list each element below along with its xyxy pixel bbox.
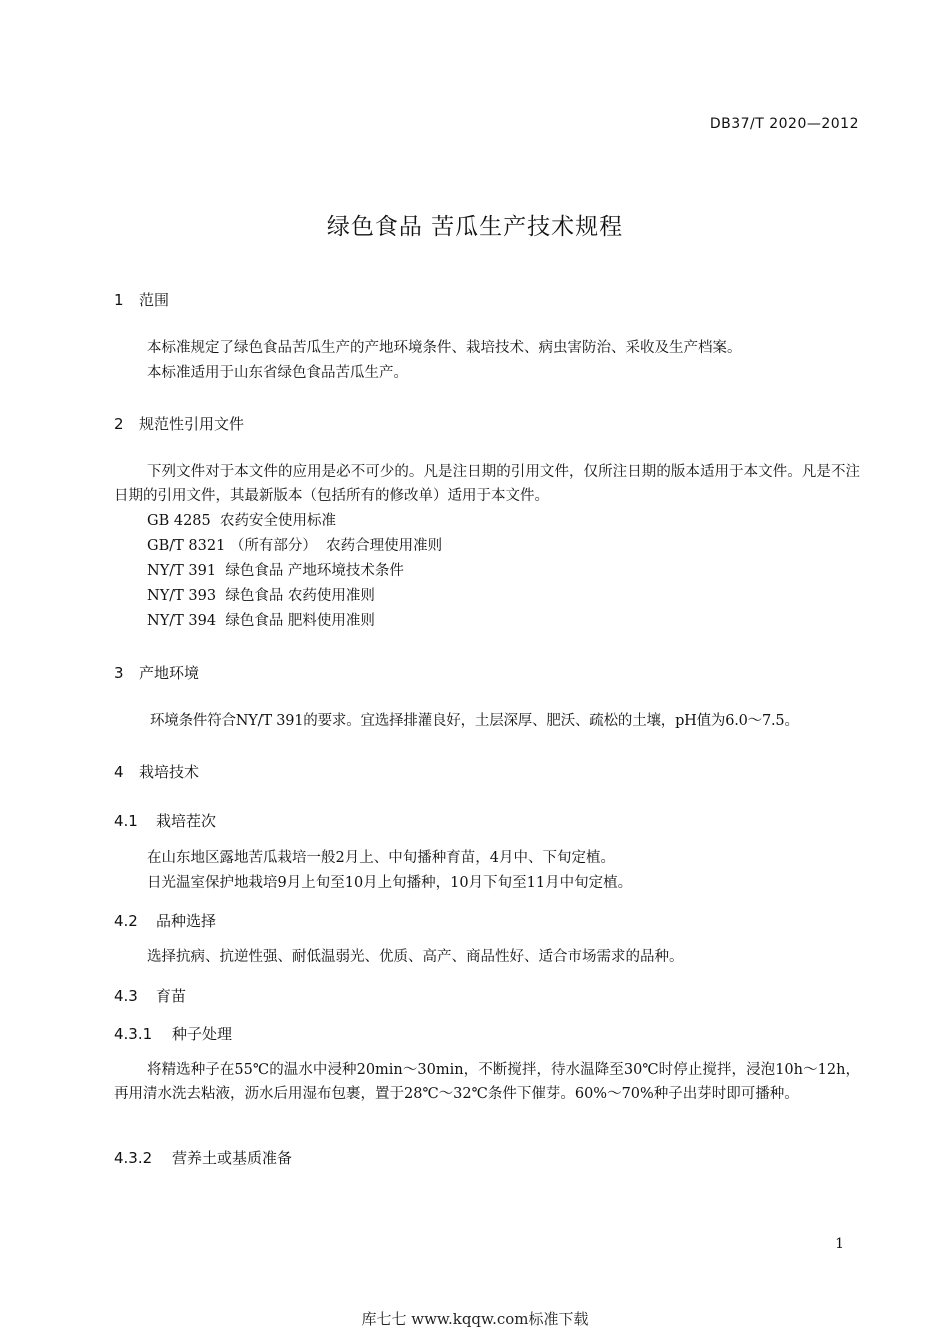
section-number: 2 [114, 415, 124, 433]
paragraph: 日光温室保护地栽培9月上旬至10月上旬播种，10月下旬至11月中旬定植。 [147, 875, 633, 891]
subsection-heading [114, 985, 186, 1006]
reference-item: NY/T 393 绿色食品 农药使用准则 [147, 588, 375, 604]
page-number: 1 [835, 1236, 844, 1252]
paragraph: 选择抗病、抗逆性强、耐低温弱光、优质、高产、商品性好、适合市场需求的品种。 [147, 949, 684, 965]
subsection-heading [114, 810, 216, 831]
subsection-heading [114, 1023, 232, 1044]
section-heading [114, 289, 169, 310]
page-title: 绿色食品 苦瓜生产技术规程 [326, 214, 624, 240]
section-title: 栽培技术 [139, 763, 200, 781]
paragraph: 环境条件符合NY/T 391的要求。宜选择排灌良好，土层深厚、肥沃、疏松的土壤，pH值为6.0～7.5。 [150, 713, 799, 729]
paragraph: 本标准适用于山东省绿色食品苦瓜生产。 [147, 365, 408, 381]
section-title: 产地环境 [139, 664, 200, 682]
section-heading [114, 662, 199, 683]
section-heading [114, 413, 244, 434]
document-code: DB37/T 2020—2012 [709, 116, 859, 132]
subsection-title: 营养土或基质准备 [172, 1149, 293, 1167]
reference-item: GB 4285 农药安全使用标准 [147, 513, 336, 529]
subsection-title: 栽培茬次 [156, 812, 217, 830]
subsection-title: 育苗 [156, 987, 187, 1005]
subsection-number: 4.3.1 [114, 1025, 153, 1043]
reference-item: NY/T 391 绿色食品 产地环境技术条件 [147, 563, 404, 579]
section-number: 3 [114, 664, 124, 682]
subsection-title: 品种选择 [156, 912, 217, 930]
subsection-heading [114, 910, 216, 931]
section-title: 规范性引用文件 [139, 415, 245, 433]
footer-watermark: 库七七 www.kqqw.com标准下载 [361, 1310, 589, 1328]
paragraph: 下列文件对于本文件的应用是必不可少的。凡是注日期的引用文件，仅所注日期的版本适用于本文件。凡是不注日期的引用文件，其最新版本（包括所有的修改单）适用于本文件。 [114, 464, 860, 504]
paragraph: 在山东地区露地苦瓜栽培一般2月上、中旬播种育苗，4月中、下旬定植。 [147, 850, 615, 866]
subsection-heading [114, 1147, 292, 1168]
paragraph: 本标准规定了绿色食品苦瓜生产的产地环境条件、栽培技术、病虫害防治、采收及生产档案。 [147, 340, 742, 356]
subsection-number: 4.3.2 [114, 1149, 153, 1167]
section-heading [114, 761, 199, 782]
subsection-number: 4.1 [114, 812, 138, 830]
paragraph: 将精选种子在55℃的温水中浸种20min～30min，不断搅拌，待水温降至30℃时停止搅拌，浸泡10h～12h，再用清水洗去粘液，沥水后用湿布包裹，置于28℃～32℃条件下催芽。60%～70%种子出芽时即可播种。 [114, 1062, 860, 1102]
subsection-number: 4.2 [114, 912, 138, 930]
reference-item: GB/T 8321 （所有部分） 农药合理使用准则 [147, 538, 443, 554]
section-number: 1 [114, 291, 124, 309]
section-title: 范围 [139, 291, 170, 309]
section-number: 4 [114, 763, 124, 781]
reference-item: NY/T 394 绿色食品 肥料使用准则 [147, 613, 375, 629]
subsection-title: 种子处理 [172, 1025, 233, 1043]
subsection-number: 4.3 [114, 987, 138, 1005]
